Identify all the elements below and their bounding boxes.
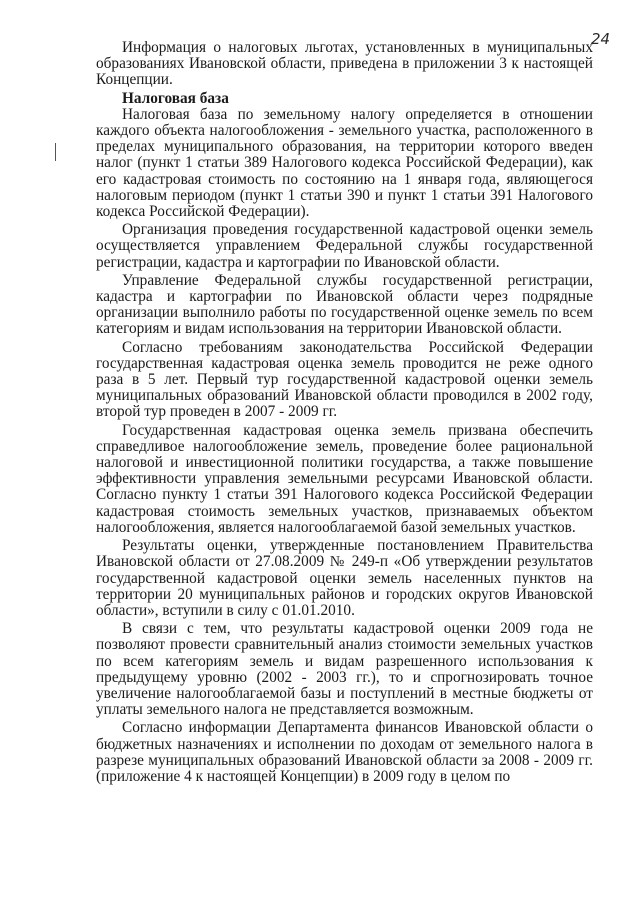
paragraph-assessment-purpose: Государственная кадастровая оценка земель призвана обеспечить справедливое налогообложение земель, проведение более рациональной налоговой и инвестиционной политики государства, а также повышение эффективности управления земельными ресурсами Ивановской области. Согласно пункту 1 статьи 391 Налогового кодекса Российской Федерации кадастровая стоимость земельных участков, признаваемых объектом налогообложения, является налогооблагаемой базой земельных участков. [96, 421, 593, 536]
paragraph-tax-base-definition: Налоговая база по земельному налогу определяется в отношении каждого объекта налогообложения - земельного участка, расположенного в пределах муниципального образования, на территории которого введен налог (пункт 1 статьи 389 Налогового кодекса Российской Федерации), как его кадастровая стоимость по состоянию на 1 января года, являющегося налоговым периодом (пункт 1 статьи 390 и пункт 1 статьи 391 Налогового кодекса Российской Федерации). [96, 105, 593, 221]
paragraph-assessment-organization: Организация проведения государственной кадастровой оценки земель осуществляется управлением Федеральной службы государственной регистрации, кадастра и картографии по Ивановской области. [96, 221, 593, 271]
paragraph-assessment-frequency: Согласно требованиям законодательства Российской Федерации государственная кадастровая оценка земель проводится не реже одного раза в 5 лет. Первый тур государственной кадастровой оценки земель муниципальных образований Ивановской области проводился в 2002 году, второй тур проведен в 2007 - 2009 гг. [96, 338, 593, 421]
page-number: 24 [591, 30, 611, 48]
section-heading: Налоговая база [122, 89, 229, 107]
intro-paragraph: Информация о налоговых льготах, установленных в муниципальных образованиях Ивановской области, приведена в приложении 3 к настоящей Концепции. [96, 39, 593, 89]
paragraph-assessment-results: Результаты оценки, утвержденные постановлением Правительства Ивановской области от 27.08.2009 № 249-п «Об утверждении результатов государственной кадастровой оценки земель населенных пунктов на территории 20 муниципальных районов и городских округов Ивановской области», вступили в силу с 01.01.2010. [96, 537, 593, 619]
margin-mark [55, 143, 56, 161]
paragraph-finance-department-info: Согласно информации Департамента финансов Ивановской области о бюджетных назначениях и исполнении по доходам от земельного налога в разрезе муниципальных образований Ивановской области за 2008 - 2009 гг. (приложение 4 к настоящей Концепции) в 2009 году в целом по [96, 719, 593, 785]
document-body [96, 40, 593, 787]
paragraph-comparison-limitations: В связи с тем, что результаты кадастровой оценки 2009 года не позволяют провести сравнительный анализ стоимости земельных участков по всем категориям земель и видам разрешенного использования к предыдущему уровню (2002 - 2003 гг.), то и спрогнозировать точное увеличение налогооблагаемой базы и поступлений в местные бюджеты от уплаты земельного налога не представляется возможным. [96, 620, 593, 719]
paragraph-assessment-works: Управление Федеральной службы государственной регистрации, кадастра и картографии по Ивановской области через подрядные организации выполнило работы по государственной оценке земель по всем категориям и видам использования на территории Ивановской области. [96, 271, 593, 338]
